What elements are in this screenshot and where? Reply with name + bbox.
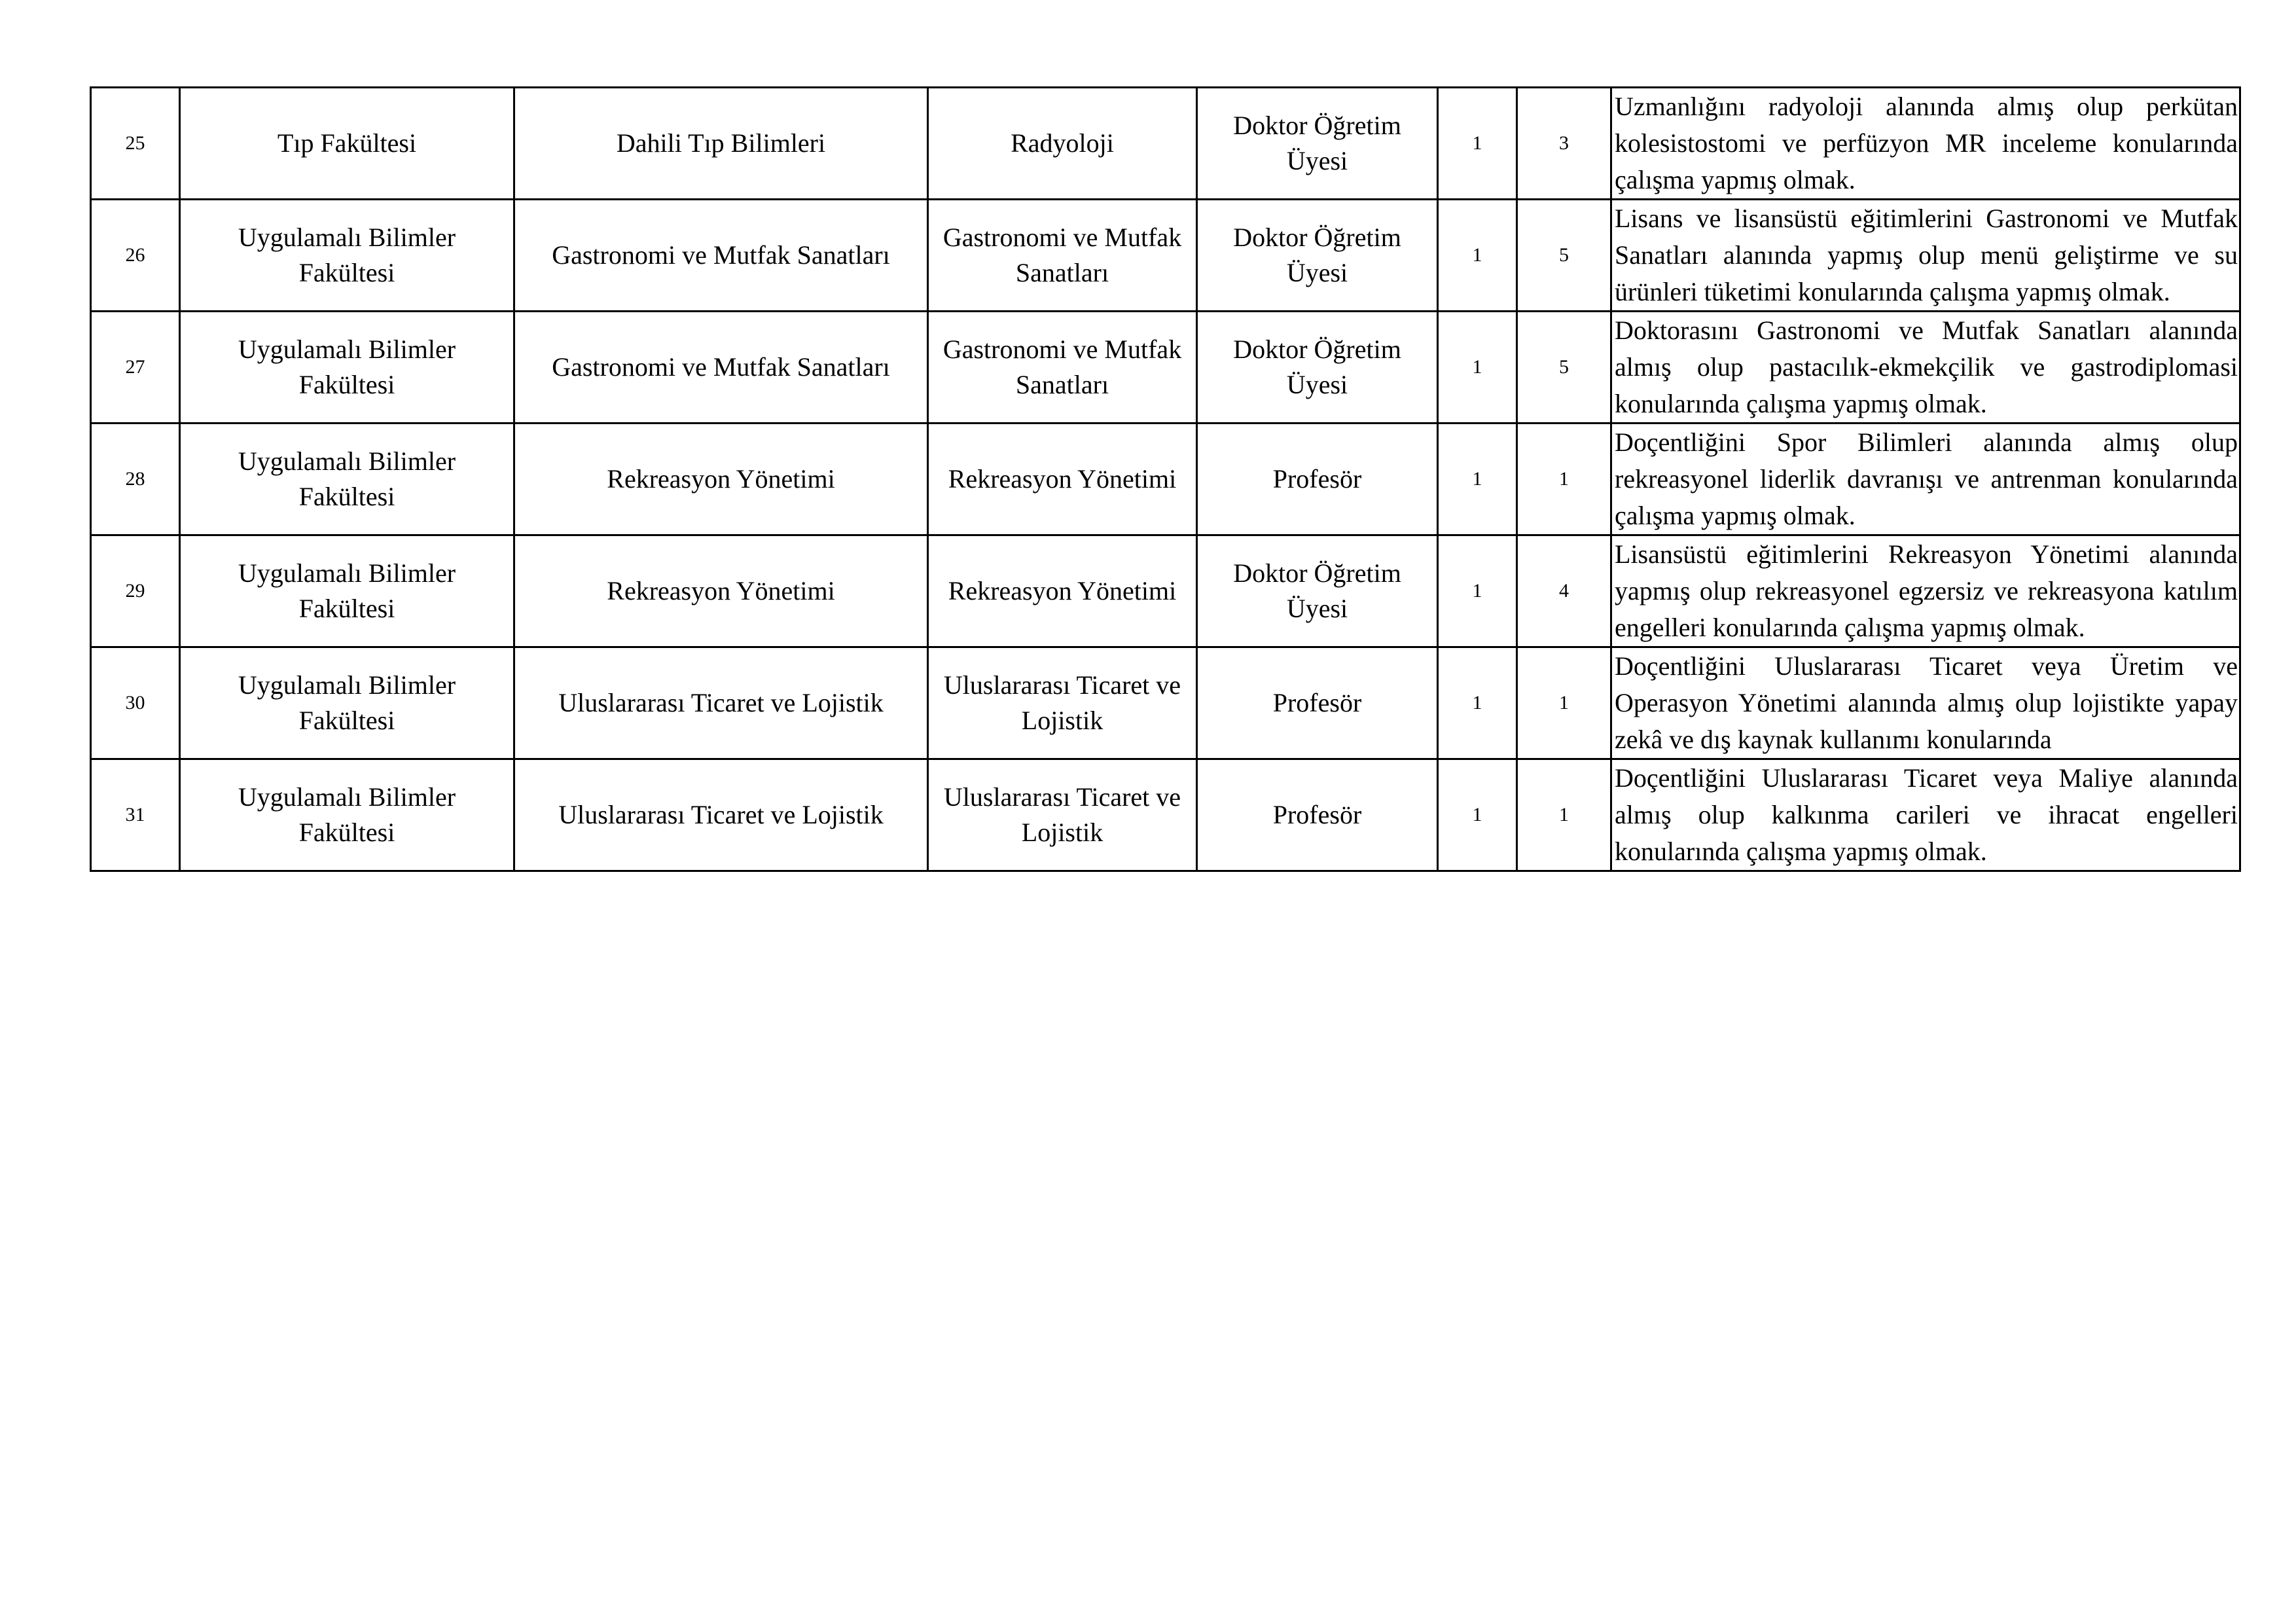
department-cell: Gastronomi ve Mutfak Sanatları bbox=[514, 200, 928, 312]
conditions-cell bbox=[1611, 312, 2240, 424]
conditions-cell bbox=[1611, 535, 2240, 647]
department-cell: Uluslararası Ticaret ve Lojistik bbox=[514, 647, 928, 759]
conditions-text: Doçentliğini Uluslararası Ticaret veya Üretim ve Operasyon Yönetimi alanında almış olup lojistikte yapay zekâ ve dış kaynak kullanımı konularında bbox=[1615, 651, 2238, 754]
conditions-cell bbox=[1611, 647, 2240, 759]
faculty-cell: Uygulamalı Bilimler Fakültesi bbox=[180, 647, 514, 759]
table-row bbox=[91, 88, 2240, 200]
program-cell: Uluslararası Ticaret ve Lojistik bbox=[928, 647, 1197, 759]
faculty-cell: Tıp Fakültesi bbox=[180, 88, 514, 200]
department-cell: Dahili Tıp Bilimleri bbox=[514, 88, 928, 200]
title-cell: Doktor Öğretim Üyesi bbox=[1197, 200, 1438, 312]
level-cell: 3 bbox=[1517, 88, 1611, 200]
count-cell: 1 bbox=[1438, 200, 1517, 312]
count-cell: 1 bbox=[1438, 88, 1517, 200]
faculty-cell: Uygulamalı Bilimler Fakültesi bbox=[180, 535, 514, 647]
level-cell: 5 bbox=[1517, 200, 1611, 312]
table-row bbox=[91, 424, 2240, 535]
title-cell: Doktor Öğretim Üyesi bbox=[1197, 535, 1438, 647]
table-row bbox=[91, 312, 2240, 424]
count-cell: 1 bbox=[1438, 312, 1517, 424]
program-cell: Gastronomi ve Mutfak Sanatları bbox=[928, 312, 1197, 424]
conditions-text: Doçentliğini Uluslararası Ticaret veya Maliye alanında almış olup kalkınma carileri ve ihracat engelleri konularında çalışma yapmış olmak. bbox=[1615, 763, 2238, 866]
table-row bbox=[91, 200, 2240, 312]
conditions-cell bbox=[1611, 200, 2240, 312]
table-body bbox=[91, 88, 2240, 871]
count-cell: 1 bbox=[1438, 647, 1517, 759]
title-cell: Doktor Öğretim Üyesi bbox=[1197, 312, 1438, 424]
title-cell: Profesör bbox=[1197, 647, 1438, 759]
department-cell: Rekreasyon Yönetimi bbox=[514, 424, 928, 535]
faculty-cell: Uygulamalı Bilimler Fakültesi bbox=[180, 424, 514, 535]
row-number-cell: 31 bbox=[91, 759, 180, 871]
faculty-cell: Uygulamalı Bilimler Fakültesi bbox=[180, 200, 514, 312]
positions-table bbox=[90, 86, 2241, 872]
level-cell: 1 bbox=[1517, 424, 1611, 535]
program-cell: Uluslararası Ticaret ve Lojistik bbox=[928, 759, 1197, 871]
department-cell: Gastronomi ve Mutfak Sanatları bbox=[514, 312, 928, 424]
conditions-cell bbox=[1611, 88, 2240, 200]
conditions-text: Lisansüstü eğitimlerini Rekreasyon Yönetimi alanında yapmış olup rekreasyonel egzersiz ve rekreasyona katılım engelleri konularında çalışma yapmış olmak. bbox=[1615, 539, 2238, 642]
level-cell: 1 bbox=[1517, 647, 1611, 759]
row-number-cell: 26 bbox=[91, 200, 180, 312]
table-row bbox=[91, 535, 2240, 647]
program-cell: Rekreasyon Yönetimi bbox=[928, 424, 1197, 535]
program-cell: Gastronomi ve Mutfak Sanatları bbox=[928, 200, 1197, 312]
program-cell: Rekreasyon Yönetimi bbox=[928, 535, 1197, 647]
row-number-cell: 28 bbox=[91, 424, 180, 535]
conditions-cell bbox=[1611, 759, 2240, 871]
title-cell: Doktor Öğretim Üyesi bbox=[1197, 88, 1438, 200]
level-cell: 4 bbox=[1517, 535, 1611, 647]
department-cell: Uluslararası Ticaret ve Lojistik bbox=[514, 759, 928, 871]
conditions-cell bbox=[1611, 424, 2240, 535]
title-cell: Profesör bbox=[1197, 424, 1438, 535]
department-cell: Rekreasyon Yönetimi bbox=[514, 535, 928, 647]
program-cell: Radyoloji bbox=[928, 88, 1197, 200]
conditions-text: Uzmanlığını radyoloji alanında almış olup perkütan kolesistostomi ve perfüzyon MR inceleme konularında çalışma yapmış olmak. bbox=[1615, 92, 2238, 194]
row-number-cell: 30 bbox=[91, 647, 180, 759]
level-cell: 1 bbox=[1517, 759, 1611, 871]
faculty-cell: Uygulamalı Bilimler Fakültesi bbox=[180, 312, 514, 424]
title-cell: Profesör bbox=[1197, 759, 1438, 871]
count-cell: 1 bbox=[1438, 759, 1517, 871]
table-row bbox=[91, 759, 2240, 871]
conditions-text: Doktorasını Gastronomi ve Mutfak Sanatları alanında almış olup pastacılık-ekmekçilik ve gastrodiplomasi konularında çalışma yapmış olmak. bbox=[1615, 316, 2238, 418]
faculty-cell: Uygulamalı Bilimler Fakültesi bbox=[180, 759, 514, 871]
row-number-cell: 29 bbox=[91, 535, 180, 647]
count-cell: 1 bbox=[1438, 424, 1517, 535]
row-number-cell: 27 bbox=[91, 312, 180, 424]
count-cell: 1 bbox=[1438, 535, 1517, 647]
conditions-text: Doçentliğini Spor Bilimleri alanında almış olup rekreasyonel liderlik davranışı ve antrenman konularında çalışma yapmış olmak. bbox=[1615, 427, 2238, 530]
level-cell: 5 bbox=[1517, 312, 1611, 424]
row-number-cell: 25 bbox=[91, 88, 180, 200]
conditions-text: Lisans ve lisansüstü eğitimlerini Gastronomi ve Mutfak Sanatları alanında yapmış olup menü geliştirme ve su ürünleri tüketimi konularında çalışma yapmış olmak. bbox=[1615, 204, 2238, 306]
table-row bbox=[91, 647, 2240, 759]
